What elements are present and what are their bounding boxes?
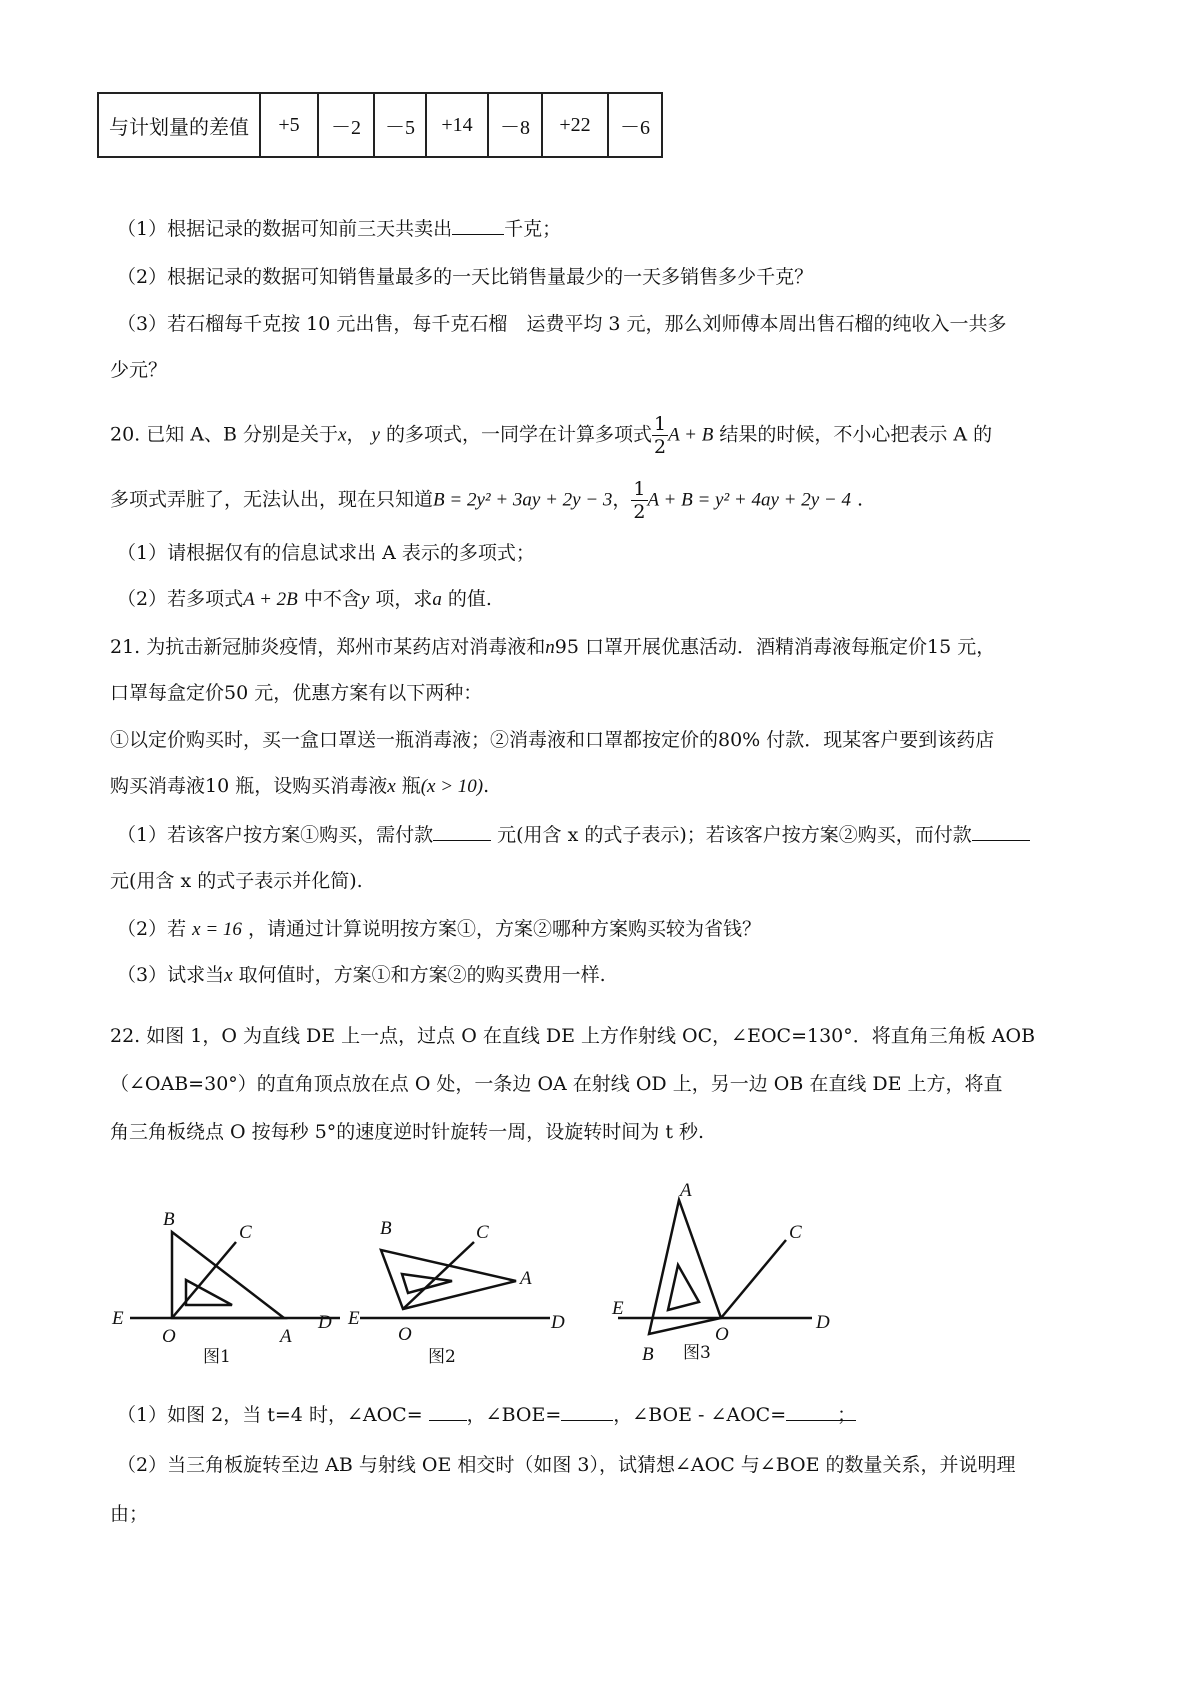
math-expression: x = 16 [192, 919, 242, 940]
label-b: B [163, 1209, 175, 1230]
math-expression: A + B [668, 424, 714, 446]
var-y: y [371, 424, 380, 446]
q21-text: 瓶 [401, 775, 421, 797]
label-d: D [551, 1312, 565, 1333]
var-y: y [360, 589, 370, 610]
q20-line1 [110, 413, 992, 458]
table-row [98, 93, 662, 157]
label-a: A [280, 1326, 292, 1347]
label-e: E [112, 1308, 124, 1329]
row-label: 与计划量的差值 [98, 93, 260, 157]
q20-text: 中不含 [303, 588, 361, 610]
answer-blank [786, 1402, 857, 1426]
ray-oc [172, 1242, 236, 1318]
q22-text: ，∠BOE - ∠AOC= [613, 1404, 787, 1426]
answer-blank [452, 216, 504, 235]
label-a: A [520, 1268, 532, 1289]
triangle-inner [668, 1265, 699, 1310]
q21-line3: ①以定价购买时，买一盒口罩送一瓶消毒液；②消毒液和口罩都按定价的80% 付款．现某客户要到该药店 [110, 729, 995, 751]
triangle-inner [402, 1274, 452, 1293]
q22-text: ，∠BOE= [466, 1404, 562, 1426]
label-e: E [348, 1308, 360, 1329]
table-cell: +5 [260, 93, 318, 157]
label-o: O [162, 1326, 176, 1347]
q21-text: 21. 为抗击新冠肺炎疫情，郑州市某药店对消毒液和 [110, 636, 546, 658]
label-c: C [789, 1222, 802, 1243]
q20-text: 结果的时候，不小心把表示 A 的 [719, 423, 993, 446]
label-c: C [239, 1222, 252, 1243]
label-b: B [380, 1218, 392, 1239]
q22-part2-line1: （2）当三角板旋转至边 AB 与射线 OE 相交时（如图 3），试猜想∠AOC 与∠BOE 的数量关系，并说明理 [117, 1454, 1016, 1476]
q20-text: 的值. [447, 588, 492, 610]
q22-line3: 角三角板绕点 O 按每秒 5°的速度逆时针旋转一周，设旋转时间为 t 秒. [110, 1121, 705, 1143]
figure-3 [618, 1200, 812, 1334]
q21-part1-line2: 元(用含 x 的式子表示并化简). [110, 870, 363, 892]
label-o: O [398, 1324, 412, 1345]
figures-diagram [0, 1180, 1200, 1380]
label-a: A [680, 1180, 692, 1201]
table-cell: +22 [542, 93, 608, 157]
label-e: E [612, 1298, 624, 1319]
period: . [857, 488, 864, 511]
q22-line1: 22. 如图 1，O 为直线 DE 上一点，过点 O 在直线 DE 上方作射线 OC，∠EOC=130°．将直角三角板 AOB [110, 1025, 1036, 1047]
var-x: x [387, 776, 396, 797]
q21-text: 95 口罩开展优惠活动．酒精消毒液每瓶定价15 元， [554, 636, 996, 658]
q20-part2 [117, 586, 492, 613]
q19-part1 [117, 216, 561, 242]
fraction-half [652, 413, 668, 458]
answer-blank [433, 822, 491, 841]
q21-text: 元(用含 x 的式子表示)；若该客户按方案②购买，而付款 [497, 824, 972, 846]
table-cell: －8 [488, 93, 542, 157]
fraction-half [631, 478, 647, 523]
var-n: n [545, 637, 555, 658]
q21-text: 购买消毒液10 瓶，设购买消毒液 [110, 775, 388, 797]
var-a: a [432, 589, 442, 610]
table-cell: －5 [374, 93, 426, 157]
q21-line1 [110, 634, 995, 661]
q21-line2: 口罩每盒定价50 元，优惠方案有以下两种： [110, 682, 483, 704]
table-cell: －2 [318, 93, 374, 157]
semicolon: ； [837, 1404, 857, 1426]
separator: ， [346, 423, 366, 446]
q20-text: （2）若多项式 [117, 588, 244, 610]
triangle-aob [649, 1200, 721, 1334]
q20-line2 [110, 478, 863, 523]
q22-part1 [117, 1402, 856, 1428]
condition: (x > 10) [420, 776, 484, 797]
ray-oc [721, 1240, 786, 1318]
q19-part3-line2: 少元？ [110, 359, 168, 381]
q19-part1-unit: 千克； [504, 218, 562, 240]
q21-text: （2）若 [117, 918, 187, 940]
label-c: C [476, 1222, 489, 1243]
separator: ， [612, 488, 632, 511]
q20-text: 项，求 [375, 588, 433, 610]
q20-text: 的多项式，一同学在计算多项式 [386, 423, 653, 446]
label-d: D [318, 1312, 332, 1333]
q20-text: 20. 已知 A、B 分别是关于 [110, 423, 339, 446]
figure-1 [130, 1232, 340, 1318]
q19-part3-line1: （3）若石榴每千克按 10 元出售，每千克石榴 运费平均 3 元，那么刘师傅本周出售石榴的纯收入一共多 [117, 313, 1007, 335]
label-d: D [816, 1312, 830, 1333]
fraction-denominator: 2 [633, 501, 646, 523]
figure-2-caption: 图2 [428, 1347, 456, 1367]
var-x: x [224, 965, 233, 986]
figure-3-caption: 图3 [683, 1343, 711, 1363]
q21-text: （3）试求当 [117, 964, 225, 986]
q21-part2 [117, 916, 761, 943]
q19-part1-text: （1）根据记录的数据可知前三天共卖出 [117, 218, 453, 240]
q20-text: 多项式弄脏了，无法认出，现在只知道 [110, 488, 434, 511]
q19-part2: （2）根据记录的数据可知销售量最多的一天比销售量最少的一天多销售多少千克？ [117, 266, 814, 288]
table-cell: －6 [608, 93, 662, 157]
answer-blank [561, 1402, 613, 1421]
fraction-numerator: 1 [633, 478, 646, 500]
math-expression: A + 2B [243, 589, 298, 610]
answer-blank [429, 1402, 467, 1421]
q21-text: 取何值时，方案①和方案②的购买费用一样. [238, 964, 606, 986]
q21-text: ，请通过计算说明按方案①，方案②哪种方案购买较为省钱？ [247, 918, 761, 940]
equation-b: B = 2y² + 3ay + 2y − 3 [433, 489, 613, 511]
q21-part1-line1 [117, 822, 1030, 848]
table-cell: +14 [426, 93, 488, 157]
q21-part3 [117, 962, 606, 989]
q22-line2: （∠OAB=30°）的直角顶点放在点 O 处，一条边 OA 在射线 OD 上，另一边 OB 在直线 DE 上方，将直 [110, 1073, 1003, 1095]
label-o: O [715, 1324, 729, 1345]
q22-part2-line2: 由； [110, 1503, 149, 1525]
fraction-denominator: 2 [654, 436, 667, 458]
answer-blank [972, 822, 1030, 841]
q21-text: （1）若该客户按方案①购买，需付款 [117, 824, 434, 846]
label-b: B [642, 1344, 654, 1365]
var-x: x [338, 424, 347, 446]
q22-text: （1）如图 2，当 t=4 时，∠AOC= [117, 1404, 423, 1426]
difference-table [97, 92, 663, 158]
q20-part1: （1）请根据仅有的信息试求出 A 表示的多项式； [117, 542, 535, 564]
q21-line4 [110, 773, 489, 800]
figure-1-caption: 图1 [203, 1347, 231, 1367]
equation-sum: A + B = y² + 4ay + 2y − 4 [647, 489, 851, 511]
fraction-numerator: 1 [654, 413, 667, 435]
period: . [483, 775, 490, 797]
